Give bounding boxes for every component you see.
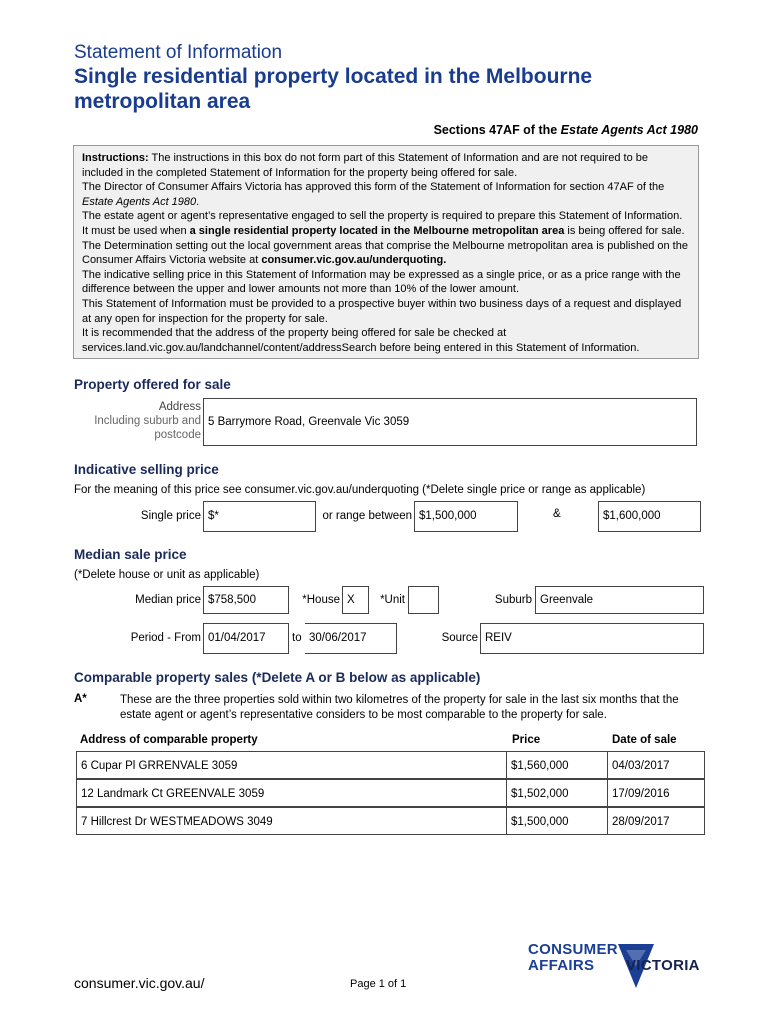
period-to-label: to [292, 632, 302, 644]
row-date[interactable]: 17/09/2016 [607, 779, 705, 807]
single-price-field[interactable]: $* [203, 501, 316, 532]
row-address[interactable]: 6 Cupar Pl GRRENVALE 3059 [76, 751, 507, 779]
row-price[interactable]: $1,500,000 [506, 807, 608, 835]
page-number: Page 1 of 1 [350, 978, 407, 990]
row-date[interactable]: 28/09/2017 [607, 807, 705, 835]
row-address[interactable]: 7 Hillcrest Dr WESTMEADOWS 3049 [76, 807, 507, 835]
instructions-p3b: is being offered for sale. The Determination setting out the local government areas that comprise the Melbourne metropolitan area is published on the Consumer Affairs Victoria website at [82, 224, 688, 267]
instructions-p4: The indicative selling price in this Statement of Information may be expressed as a single price, or as a price range with the difference between the upper and lower amounts not more than 10% of the lower amount. [82, 268, 681, 296]
median-note: (*Delete house or unit as applicable) [74, 569, 260, 581]
form-title: Statement of Information [74, 42, 283, 63]
address-label-line3: postcode [154, 429, 201, 441]
underquoting-link[interactable]: consumer.vic.gov.au/underquoting. [261, 254, 447, 267]
house-label: *House [302, 594, 340, 606]
col-address-header: Address of comparable property [80, 734, 258, 746]
footer-url[interactable]: consumer.vic.gov.au/ [74, 975, 205, 991]
property-heading: Property offered for sale [74, 377, 231, 392]
instructions-p2-end: . [196, 195, 200, 208]
col-price-header: Price [512, 734, 541, 746]
range-high-field[interactable]: $1,600,000 [598, 501, 701, 532]
indicative-note: For the meaning of this price see consumer.vic.gov.au/underquoting (*Delete single price or range as applicable) [74, 484, 646, 496]
col-date-header: Date of sale [612, 734, 677, 746]
instructions-p2-act: Estate Agents Act 1980 [82, 195, 197, 208]
median-price-field[interactable]: $758,500 [203, 586, 289, 614]
option-a-label: A* [74, 693, 87, 705]
unit-field[interactable] [408, 586, 439, 614]
address-field[interactable]: 5 Barrymore Road, Greenvale Vic 3059 [203, 398, 697, 446]
house-field[interactable]: X [342, 586, 369, 614]
median-price-label: Median price [135, 594, 201, 606]
suburb-label: Suburb [494, 594, 532, 606]
range-low-field[interactable]: $1,500,000 [414, 501, 518, 532]
logo-line1: CONSUMER [528, 941, 618, 958]
indicative-heading: Indicative selling price [74, 462, 219, 477]
option-a-text: These are the three properties sold within two kilometres of the property for sale in the last six months that the estate agent or agent’s representative considers to be most comparable to the property for sale. [120, 694, 679, 721]
period-from-label: Period - From [130, 632, 201, 644]
logo-line3: VICTORIA [626, 957, 700, 974]
period-from-field[interactable]: 01/04/2017 [203, 623, 289, 654]
address-label-line1: Address [158, 401, 201, 413]
row-date[interactable]: 04/03/2017 [607, 751, 705, 779]
address-label-line2: Including suburb and [94, 415, 201, 427]
source-label: Source [441, 632, 478, 644]
row-address[interactable]: 12 Landmark Ct GREENVALE 3059 [76, 779, 507, 807]
period-to-field[interactable]: 30/06/2017 [305, 623, 397, 654]
logo-line2: AFFAIRS [528, 957, 595, 974]
sections-act: Estate Agents Act 1980 [560, 123, 698, 137]
instructions-p6: It is recommended that the address of the property being offered for sale be checked at services.land.vic.gov.au/landchannel/content/addressSearch before being entered in this Statement of Information. [82, 327, 640, 354]
instructions-label: Instructions: [82, 152, 149, 164]
instructions-p2: The Director of Consumer Affairs Victoria has approved this form of the Statement of Information for section 47AF of the [82, 181, 665, 194]
row-price[interactable]: $1,502,000 [506, 779, 608, 807]
form-subtitle: Single residential property located in the Melbourne metropolitan area [74, 65, 593, 113]
instructions-p3a: The estate agent or agent’s representative engaged to sell the property is required to prepare this Statement of Information. It must be used when [82, 210, 683, 237]
comparable-heading: Comparable property sales (*Delete A or B below as applicable) [74, 670, 481, 685]
unit-label: *Unit [380, 594, 405, 606]
instructions-p3-bold: a single residential property located in the Melbourne metropolitan area [189, 224, 565, 237]
single-price-label: Single price [140, 510, 201, 522]
instructions-box [73, 145, 699, 359]
suburb-field[interactable]: Greenvale [535, 586, 704, 614]
range-label: or range between [322, 510, 412, 522]
instructions-p1: The instructions in this box do not form part of this Statement of Information and are not required to be included in the completed Statement of Information for the property being offered for sale. [82, 152, 648, 179]
instructions-p5: This Statement of Information must be provided to a prospective buyer within two business days of a request and displayed at any open for inspection for the property for sale. [82, 297, 682, 325]
source-field[interactable]: REIV [480, 623, 704, 654]
median-heading: Median sale price [74, 547, 187, 562]
sections-prefix: Sections 47AF of the [433, 123, 561, 137]
row-price[interactable]: $1,560,000 [506, 751, 608, 779]
range-ampersand: & [553, 508, 561, 520]
sections-reference [434, 123, 698, 137]
consumer-affairs-logo [528, 940, 708, 990]
